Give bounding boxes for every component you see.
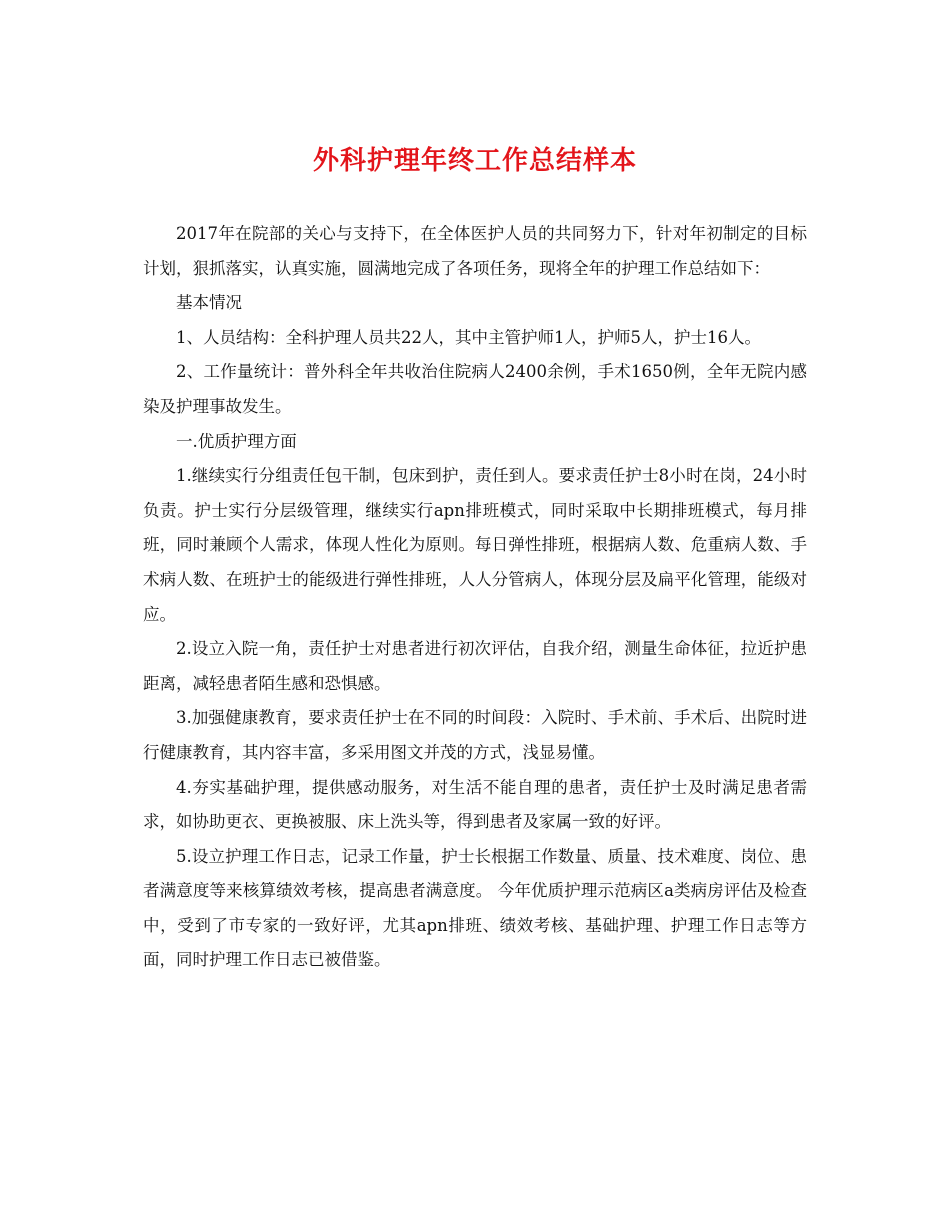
paragraph-item-1: 1.继续实行分组责任包干制，包床到护，责任到人。要求责任护士8小时在岗，24小时负责。护士实行分层级管理，继续实行apn排班模式，同时采取中长期排班模式，每月排班，同时兼顾个人需求，体现人性化为原则。每日弹性排班，根据病人数、危重病人数、手术病人数、在班护士的能级进行弹性排班，人人分管病人，体现分层及扁平化管理，能级对应。 [143,466,807,624]
document-title: 外科护理年终工作总结样本 [312,146,637,176]
paragraph-item-4: 4.夯实基础护理，提供感动服务，对生活不能自理的患者，责任护士及时满足患者需求，如协助更衣、更换被服、床上洗头等，得到患者及家属一致的好评。 [143,777,807,832]
paragraph-staff-structure: 1、人员结构：全科护理人员共22人，其中主管护师1人，护师5人，护士16人。 [176,327,761,347]
paragraph-item-3: 3.加强健康教育，要求责任护士在不同的时间段：入院时、手术前、手术后、出院时进行健康教育，其内容丰富，多采用图文并茂的方式，浅显易懂。 [143,708,807,762]
paragraph-basic-info-heading: 基本情况 [176,293,242,313]
paragraph-workload: 2、工作量统计：普外科全年共收治住院病人2400余例，手术1650例，全年无院内感染及护理事故发生。 [143,362,807,416]
paragraph-item-5: 5.设立护理工作日志，记录工作量，护士长根据工作数量、质量、技术难度、岗位、患者满意度等来核算绩效考核，提高患者满意度。 今年优质护理示范病区a类病房评估及检查中，受到了市专家的一致好评，尤其apn排班、绩效考核、基础护理、护理工作日志等方面，同时护理工作日志已被借鉴。 [143,846,807,970]
paragraph-item-2: 2.设立入院一角，责任护士对患者进行初次评估，自我介绍，测量生命体征，拉近护患距离，减轻患者陌生感和恐惧感。 [143,639,807,693]
document-body [143,217,807,978]
paragraph-intro: 2017年在院部的关心与支持下，在全体医护人员的共同努力下，针对年初制定的目标计划，狠抓落实，认真实施，圆满地完成了各项任务，现将全年的护理工作总结如下： [143,224,807,278]
paragraph-quality-nursing-heading: 一.优质护理方面 [176,431,297,451]
